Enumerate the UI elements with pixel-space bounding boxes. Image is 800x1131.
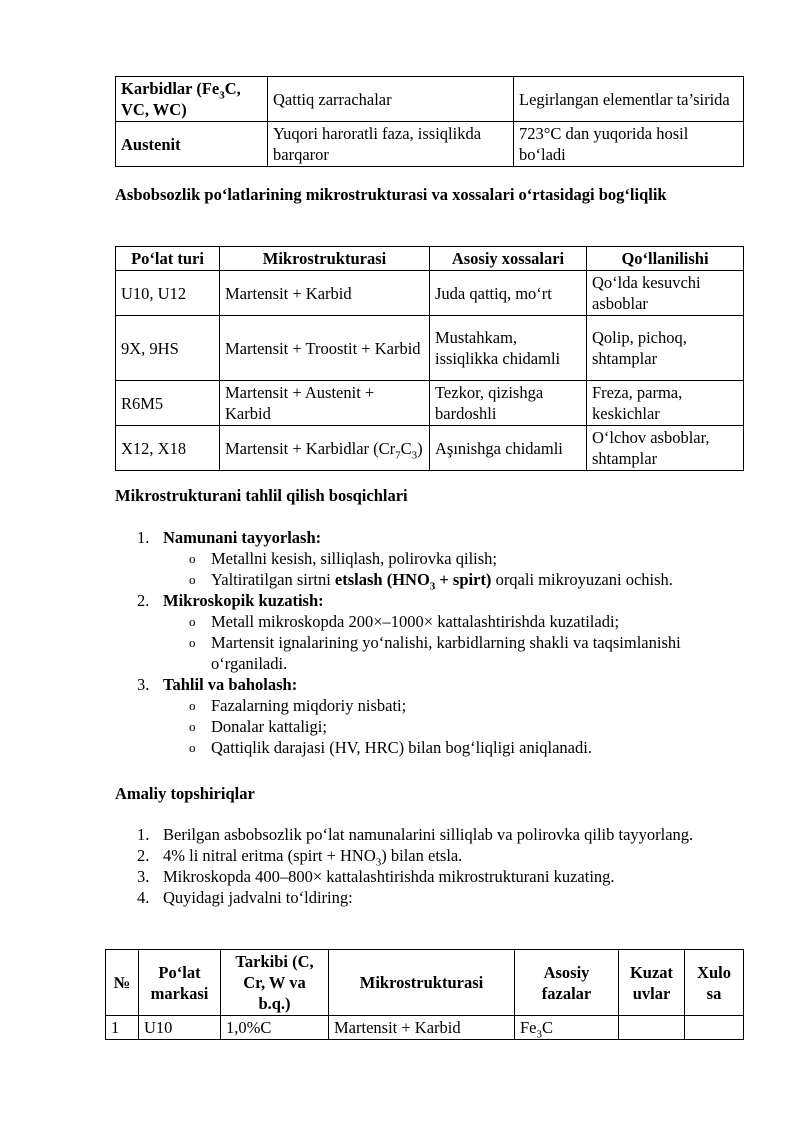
column-header: Asosiy fazalar bbox=[515, 950, 619, 1016]
bullet-icon: o bbox=[189, 719, 196, 734]
table-cell: Martensit + Karbid bbox=[329, 1016, 515, 1040]
table-cell: $Fe_3C$ bbox=[515, 1016, 619, 1040]
table-header-row bbox=[116, 247, 744, 271]
table-cell: Austenit bbox=[116, 122, 268, 167]
bullet-icon: o bbox=[189, 551, 196, 566]
table-row bbox=[116, 77, 744, 122]
table-cell: Karbidlar ($Fe_3C$, VC, WC) bbox=[116, 77, 268, 122]
tasks-list bbox=[115, 824, 695, 908]
column-header: Po‘lat markasi bbox=[139, 950, 221, 1016]
table-row bbox=[116, 271, 744, 316]
table-cell: Yuqori haroratli faza, issiqlikda barqaror bbox=[268, 122, 514, 167]
table-cell: Qo‘lda kesuvchi asboblar bbox=[587, 271, 744, 316]
table-cell: Juda qattiq, mo‘rt bbox=[430, 271, 587, 316]
list-item: 3. Mikroskopda 400–800× kattalashtirishda mikrostrukturani kuzating. bbox=[137, 867, 615, 886]
column-header: Mikrostrukturasi bbox=[329, 950, 515, 1016]
table-cell: Martensit + Karbidlar $(Cr_7C_3)$ bbox=[220, 426, 430, 471]
table-cell: Legirlangan elementlar ta’sirida bbox=[514, 77, 744, 122]
list-item: o Metall mikroskopda 200×–1000× kattalashtirishda kuzatiladi; bbox=[189, 612, 620, 631]
table-cell[interactable] bbox=[619, 1016, 685, 1040]
bullet-icon: o bbox=[189, 740, 196, 755]
list-item: o Qattiqlik darajasi (HV, HRC) bilan bog‘liqligi aniqlanadi. bbox=[189, 738, 592, 757]
list-item: o Donalar kattaligi; bbox=[189, 717, 327, 736]
observation-table bbox=[105, 949, 744, 1040]
list-item: o Yaltiratilgan sirtni etslash ($HNO_3$ + spirt) orqali mikroyuzani ochish. bbox=[189, 570, 673, 593]
table-cell: 723°C dan yuqorida hosil bo‘ladi bbox=[514, 122, 744, 167]
table-row bbox=[116, 316, 744, 381]
table-cell: Mustahkam, issiqlikka chidamli bbox=[430, 316, 587, 381]
table-cell: Aşınishga chidamli bbox=[430, 426, 587, 471]
column-header: Qo‘llanilishi bbox=[587, 247, 744, 271]
list-item: 3. Tahlil va baholash: bbox=[137, 675, 298, 694]
steel-table bbox=[115, 246, 744, 471]
table-cell: Qattiq zarrachalar bbox=[268, 77, 514, 122]
list-item: o Metallni kesish, silliqlash, polirovka qilish; bbox=[189, 549, 497, 568]
table-cell: R6M5 bbox=[116, 381, 220, 426]
section-heading: Amaliy topshiriqlar bbox=[115, 784, 255, 803]
table-cell: 1,0%C bbox=[221, 1016, 329, 1040]
table-cell: U10 bbox=[139, 1016, 221, 1040]
list-item: o Fazalarning miqdoriy nisbati; bbox=[189, 696, 407, 715]
column-header: Asosiy xossalari bbox=[430, 247, 587, 271]
list-item: 4. Quyidagi jadvalni to‘ldiring: bbox=[137, 888, 353, 907]
table-row bbox=[106, 1016, 744, 1040]
table-row bbox=[116, 122, 744, 167]
table-cell[interactable] bbox=[685, 1016, 744, 1040]
table-cell: Martensit + Austenit + Karbid bbox=[220, 381, 430, 426]
column-header: Tarkibi (C, Cr, W va b.q.) bbox=[221, 950, 329, 1016]
table-cell: Martensit + Troostit + Karbid bbox=[220, 316, 430, 381]
list-item: 2. Mikroskopik kuzatish: bbox=[137, 591, 324, 610]
table-cell: Freza, parma, keskichlar bbox=[587, 381, 744, 426]
column-header: № bbox=[106, 950, 139, 1016]
steps-list bbox=[115, 527, 755, 758]
list-item: o Martensit ignalarining yo‘nalishi, karbidlarning shakli va taqsimlanishi o‘rganiladi. bbox=[189, 633, 681, 673]
section-heading: Mikrostrukturani tahlil qilish bosqichlari bbox=[115, 486, 408, 505]
phase-table bbox=[115, 76, 744, 167]
bullet-icon: o bbox=[189, 614, 196, 629]
table-header-row bbox=[106, 950, 744, 1016]
table-cell: Qolip, pichoq, shtamplar bbox=[587, 316, 744, 381]
table-cell: Tezkor, qizishga bardoshli bbox=[430, 381, 587, 426]
table-cell: Martensit + Karbid bbox=[220, 271, 430, 316]
bullet-icon: o bbox=[189, 698, 196, 713]
list-item: 1. Berilgan asbobsozlik po‘lat namunalarini silliqlab va polirovka qilib tayyorlang. bbox=[137, 825, 694, 844]
list-item: 1. Namunani tayyorlash: bbox=[137, 528, 322, 547]
table-row bbox=[116, 426, 744, 471]
bullet-icon: o bbox=[189, 572, 196, 587]
table-cell: 1 bbox=[106, 1016, 139, 1040]
column-header: Kuzat uvlar bbox=[619, 950, 685, 1016]
table-row bbox=[116, 381, 744, 426]
table-cell: O‘lchov asboblar, shtamplar bbox=[587, 426, 744, 471]
section-heading: Asbobsozlik po‘latlarining mikrostrukturasi va xossalari o‘rtasidagi bog‘liqlik bbox=[115, 185, 667, 204]
table-cell: U10, U12 bbox=[116, 271, 220, 316]
table-cell: X12, X18 bbox=[116, 426, 220, 471]
list-item: 2. 4% li nitral eritma (spirt + $HNO_3$) bilan etsla. bbox=[137, 846, 463, 869]
table-cell: 9X, 9HS bbox=[116, 316, 220, 381]
column-header: Xulo sa bbox=[685, 950, 744, 1016]
column-header: Po‘lat turi bbox=[116, 247, 220, 271]
bullet-icon: o bbox=[189, 635, 196, 650]
column-header: Mikrostrukturasi bbox=[220, 247, 430, 271]
